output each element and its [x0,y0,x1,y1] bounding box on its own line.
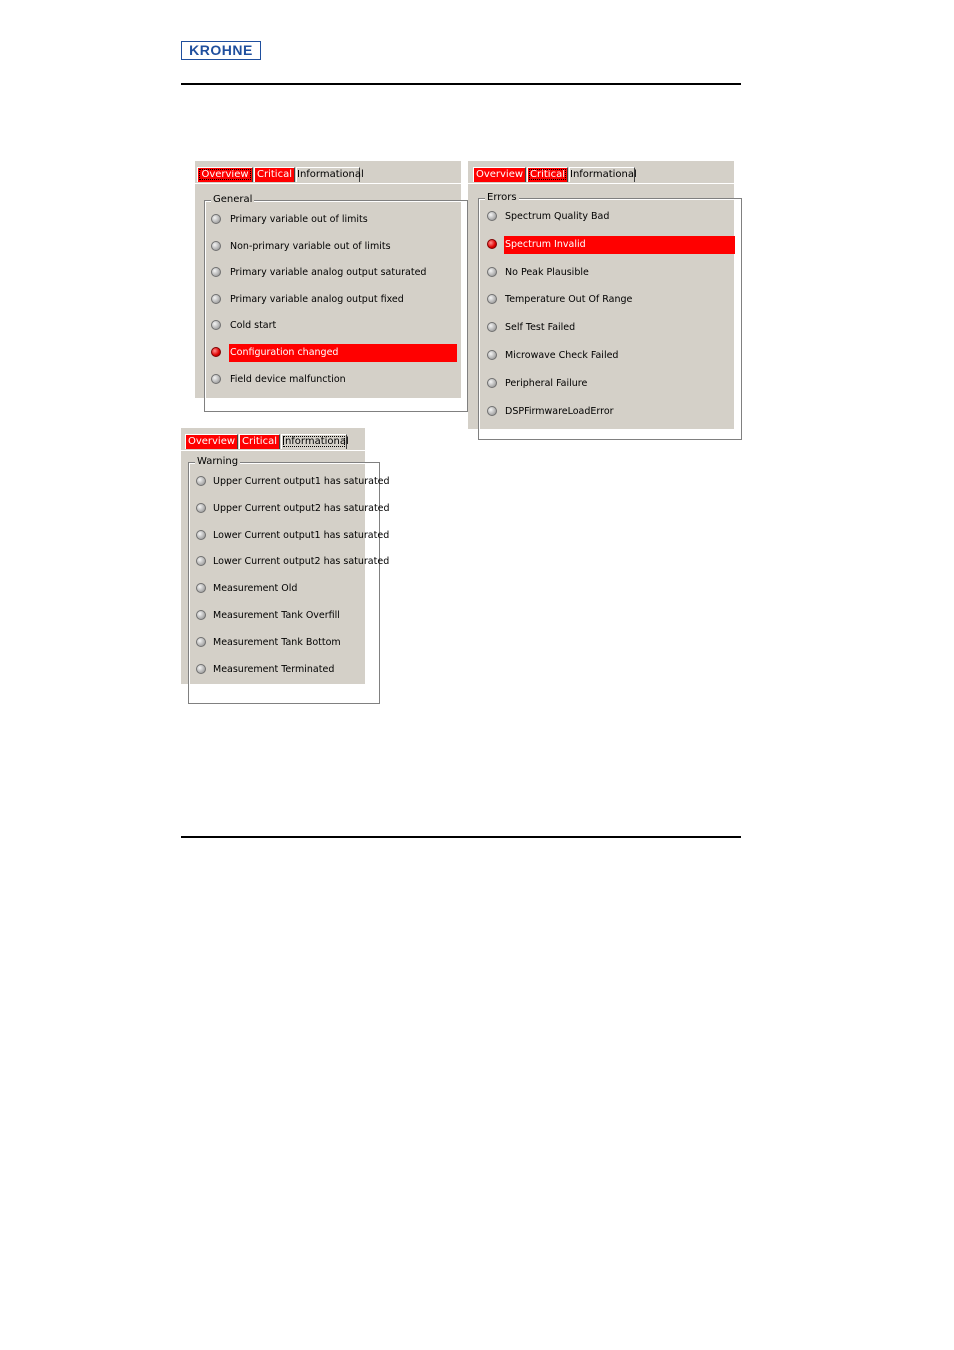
tab-critical[interactable]: Critical [527,167,568,182]
tab-informational[interactable]: Informational [570,169,637,180]
status-item-label: Configuration changed [229,344,457,362]
status-item-label: Upper Current output2 has saturated [213,503,390,514]
status-item [181,634,364,652]
led-off-icon [211,320,221,330]
status-item-label: Field device malfunction [230,374,346,385]
led-off-icon [196,637,206,647]
status-item [195,211,456,229]
group-title: Warning [197,456,239,467]
led-off-icon [196,476,206,486]
led-off-icon [196,664,206,674]
status-item-label: Upper Current output1 has saturated [213,476,390,487]
status-item [468,375,734,393]
status-item [468,347,734,365]
status-item-label: Primary variable out of limits [230,214,368,225]
status-item-label: DSPFirmwareLoadError [505,406,614,417]
status-item-label: Spectrum Invalid [504,236,735,254]
tab-overview[interactable]: Overview [197,167,253,182]
led-off-icon [487,350,497,360]
tab-overview[interactable]: Overview [185,434,238,449]
status-item-label: Cold start [230,320,277,331]
led-off-icon [211,374,221,384]
led-on-icon [211,347,221,357]
group-title: General [213,194,253,205]
status-item [468,236,734,254]
led-off-icon [196,556,206,566]
status-item-label: Microwave Check Failed [505,350,619,361]
led-off-icon [487,322,497,332]
led-off-icon [196,530,206,540]
status-item-label: Lower Current output1 has saturated [213,530,390,541]
status-item [195,238,456,256]
header-rule [181,83,741,85]
tab-informational[interactable]: Informational [297,169,364,180]
status-item-label: Measurement Old [213,583,298,594]
status-item-label: No Peak Plausible [505,267,589,278]
status-item-label: Lower Current output2 has saturated [213,556,390,567]
status-item-label: Primary variable analog output fixed [230,294,404,305]
krohne-logo: KROHNE [181,41,261,60]
tab-critical[interactable]: Critical [254,167,295,182]
status-item [195,291,456,309]
tab-divider [181,450,365,451]
footer-rule [181,836,741,838]
status-item [468,319,734,337]
status-item [181,661,364,679]
status-item [181,500,390,518]
status-item-label: Peripheral Failure [505,378,588,389]
led-off-icon [196,583,206,593]
status-item [181,473,390,491]
status-item [181,580,364,598]
status-item-label: Primary variable analog output saturated [230,267,427,278]
status-item [195,371,456,389]
status-item [195,344,456,362]
status-item-label: Temperature Out Of Range [505,294,633,305]
overview-panel [195,161,461,398]
status-item-label: Spectrum Quality Bad [505,211,610,222]
status-item [181,553,390,571]
status-item-label: Self Test Failed [505,322,576,333]
status-item [468,291,734,309]
led-on-icon [487,239,497,249]
led-off-icon [211,267,221,277]
informational-panel [181,428,390,684]
status-item [195,264,456,282]
status-item-label: Measurement Tank Overfill [213,610,340,621]
status-item [468,208,734,226]
led-off-icon [487,294,497,304]
tab-informational[interactable]: Informational [282,436,349,447]
tab-critical[interactable]: Critical [239,434,280,449]
led-off-icon [487,267,497,277]
tab-divider [195,183,461,184]
led-off-icon [211,241,221,251]
status-item-label: Measurement Terminated [213,664,335,675]
led-off-icon [196,503,206,513]
tab-overview[interactable]: Overview [473,167,526,182]
status-item [468,264,734,282]
led-off-icon [211,294,221,304]
led-off-icon [487,406,497,416]
led-off-icon [211,214,221,224]
tab-divider [468,183,734,184]
status-item [181,527,390,545]
led-off-icon [487,378,497,388]
status-item [468,403,734,421]
group-title: Errors [487,192,517,203]
status-item-label: Non-primary variable out of limits [230,241,391,252]
status-item [181,607,364,625]
critical-panel [468,161,734,429]
status-item [195,317,456,335]
led-off-icon [487,211,497,221]
led-off-icon [196,610,206,620]
status-item-label: Measurement Tank Bottom [213,637,341,648]
